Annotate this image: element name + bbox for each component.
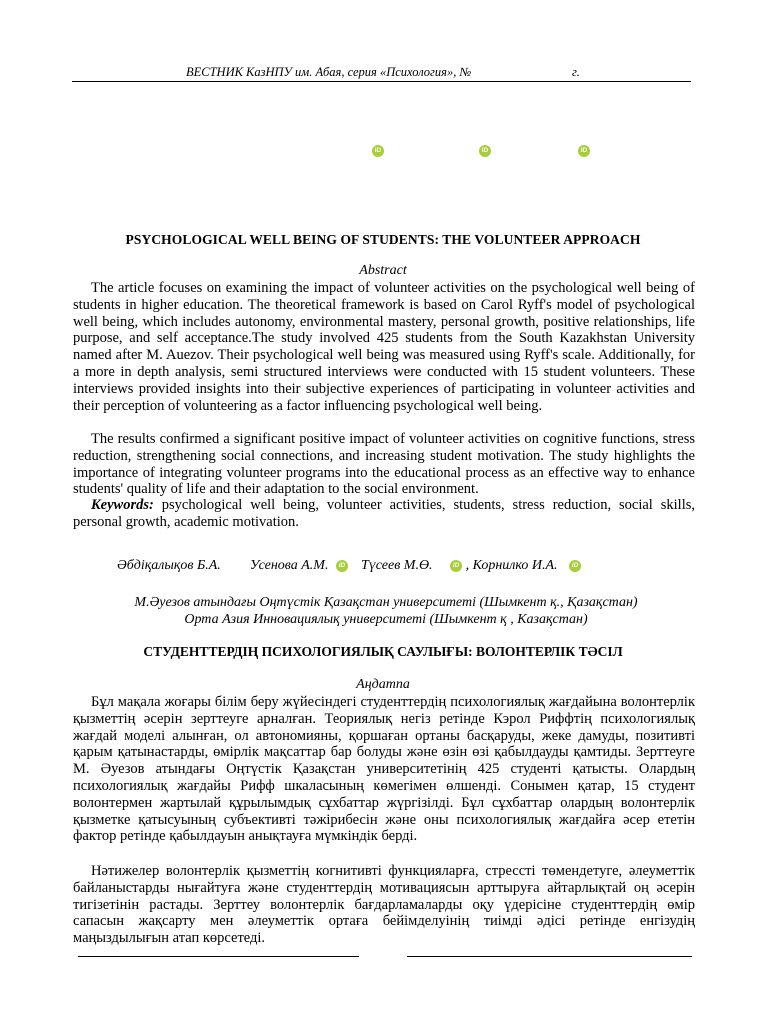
- author-list: [117, 557, 581, 575]
- journal-year-suffix: г.: [572, 65, 580, 79]
- orcid-icon[interactable]: iD: [336, 560, 348, 572]
- keywords-paragraph: [73, 497, 695, 531]
- keywords-label: Keywords:: [91, 497, 154, 513]
- author-name: Түсеев М.Ө.: [360, 558, 433, 573]
- abstract-heading-kazakh: Аңдатпа: [356, 677, 410, 692]
- author-name: Әбдіқалықов Б.А.: [117, 558, 221, 573]
- orcid-icon[interactable]: iD: [479, 145, 491, 157]
- author-separator: ,: [465, 558, 470, 573]
- orcid-icon[interactable]: iD: [569, 560, 581, 572]
- abstract-paragraph-2: The results confirmed a significant positive impact of volunteer activities on cognitive functions, stress reduction, strengthening social connections, and increasing student motivation. The study highlights the importance of integrating volunteer programs into the educational process as an effective way to enhance students' quality of life and their adaptation to the social environment.: [73, 431, 695, 498]
- author-name: Корнилко И.А.: [472, 558, 558, 573]
- orcid-icon[interactable]: iD: [372, 145, 384, 157]
- abstract-paragraph-kazakh-1: Бұл мақала жоғары білім беру жүйесіндегі студенттердің психологиялық жағдайына волонтерлік қызметтің әсерін зерттеуге арналған. Теориялық негіз ретінде Кэрол Риффтің психологиялық жағдай моделі алынған, ол автономияны, қоршаған ортаны басқаруды, жеке дамуды, позитивті қарым қатынастарды, өмірлік мақсаттар бар болуды және өзін өзі қабылдауды қамтиды. Зерттеуге М. Әуезов атындағы Оңтүстік Қазақстан университетінің 425 студенті қатысты. Олардың психологиялық жағдайы Рифф шкаласының көмегімен өлшенді. Сонымен қатар, 15 студент волонтермен жартылай құрылымдық сұхбаттар жүргізілді. Бұл сұхбаттар олардың волонтерлік қызметке қатысуының субъективті тәжірибесін және оны психологиялық жағдайға әсер ететін фактор ретінде қабылдауын анықтауға мүмкіндік берді.: [73, 694, 695, 845]
- journal-header: [72, 63, 691, 82]
- abstract-paragraph-1: The article focuses on examining the impact of volunteer activities on the psychological well being of students in higher education. The theoretical framework is based on Carol Ryff's model of psychological well being, which includes autonomy, environmental mastery, personal growth, positive relationships, life purpose, and self acceptance.The study involved 425 students from the South Kazakhstan University named after M. Auezov. Their psychological well being was measured using Ryff's scale. Additionally, for a more in depth analysis, semi structured interviews were conducted with 15 student volunteers. These interviews provided insights into their subjective experiences of participating in volunteer activities and their perception of volunteering as a factor influencing psychological well being.: [73, 280, 695, 414]
- footer-rule-right: [407, 956, 692, 957]
- article-title-kazakh: СТУДЕНТТЕРДІҢ ПСИХОЛОГИЯЛЫҚ САУЛЫҒЫ: ВОЛОНТЕРЛІК ТӘСІЛ: [143, 644, 623, 659]
- abstract-heading: Abstract: [359, 263, 407, 278]
- orcid-icon[interactable]: iD: [450, 560, 462, 572]
- affiliation-line: М.Әуезов атындағы Оңтүстік Қазақстан университеті (Шымкент қ., Қазақстан): [134, 595, 638, 610]
- abstract-paragraph-kazakh-2: Нәтижелер волонтерлік қызметтің когнитивті функцияларға, стрессті төмендетуге, әлеуметтік байланыстарды нығайтуға және студенттердің мотивациясын арттыруға айтарлықтай оң әсерін тигізетінін растады. Зерттеу волонтерлік бағдарламаларды оқу үдерісіне студенттердің өмір сапасын жақсарту мен әлеуметтік ортаға бейімделуінің тиімді әдісі ретінде енгізудің маңыздылығын атап көрсетеді.: [73, 863, 695, 947]
- footer-rule-left: [78, 956, 359, 957]
- author-name: Усенова А.М.: [249, 558, 329, 573]
- affiliation-line: Орта Азия Инновациялық университеті (Шымкент қ , Казақстан): [184, 612, 588, 627]
- orcid-icon[interactable]: iD: [578, 145, 590, 157]
- journal-name: ВЕСТНИК КазНПУ им. Абая, серия «Психология», №: [186, 65, 472, 79]
- keywords-text: psychological well being, volunteer activities, students, stress reduction, social skills, personal growth, academic motivation.: [73, 497, 696, 530]
- article-title-english: PSYCHOLOGICAL WELL BEING OF STUDENTS: THE VOLUNTEER APPROACH: [125, 232, 641, 247]
